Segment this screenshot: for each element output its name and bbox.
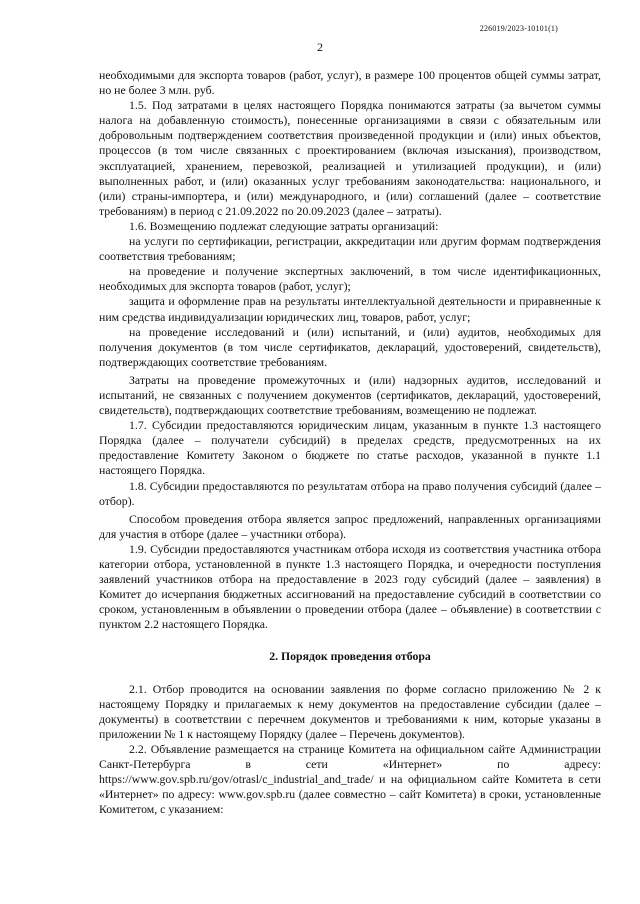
list-item-expert-conclusions: на проведение и получение экспертных заключений, в том числе идентификационных, необходимых для экспорта товаров (работ, услуг); bbox=[99, 264, 601, 294]
paragraph-2-2: 2.2. Объявление размещается на странице Комитета на официальном сайте Администрации Санкт-Петербурга в сети «Интернет» по адресу: https://www.gov.spb.ru/gov/otrasl/c_industrial_and_trade/ и на официальном сайте Комитета в сети «Интернет» по адресу: www.gov.spb.ru (далее совместно – сайт Комитета) в сроки, установленные Комитетом, с указанием: bbox=[99, 741, 601, 817]
list-item-certification: на услуги по сертификации, регистрации, аккредитации или другим формам подтверждения соответствия требованиям; bbox=[99, 234, 601, 264]
paragraph-audit-costs: Затраты на проведение промежуточных и (или) надзорных аудитов, исследований и испытаний, не связанных с получением документов (сертификатов, деклараций, удостоверений, свидетельств), подтверждающих соответствие требованиям, возмещению не подлежат. bbox=[99, 372, 601, 418]
paragraph-selection-method: Способом проведения отбора является запрос предложений, направленных организациями для участия в отборе (далее – участники отбора). bbox=[99, 511, 601, 541]
list-item-research: на проведение исследований и (или) испытаний, и (или) аудитов, необходимых для получения документов (в том числе сертификатов, деклараций, удостоверений, свидетельств), подтверждающих соответствие требованиям. bbox=[99, 324, 601, 369]
section-heading: 2. Порядок проведения отбора bbox=[269, 649, 431, 664]
document-body bbox=[99, 68, 601, 817]
page-number: 2 bbox=[317, 40, 323, 54]
document-id: 226019/2023-10101(1) bbox=[479, 24, 558, 33]
paragraph-1-9: 1.9. Субсидии предоставляются участникам отбора исходя из соответствия участника отбора категории отбора, установленной в пункте 1.3 настоящего Порядка, и очередности поступления заявлений участников отбора на предоставление в 2023 году субсидий (далее – заявления) в Комитет до исчерпания бюджетных ассигнований на предоставление субсидий в соответствии со сроком, установленным в объявлении о проведении отбора (далее – объявление) в соответствии с пунктом 2.2 настоящего Порядка. bbox=[99, 541, 601, 632]
paragraph-2-1: 2.1. Отбор проводится на основании заявления по форме согласно приложению № 2 к настоящему Порядку и прилагаемых к нему документов на предоставление субсидии (далее – документы) в соответствии с перечнем документов и требованиями к ним, которые указаны в приложении № 1 к настоящему Порядку (далее – Перечень документов). bbox=[99, 681, 601, 741]
paragraph-continuation: необходимыми для экспорта товаров (работ, услуг), в размере 100 процентов общей суммы затрат, но не более 3 млн. руб. bbox=[99, 68, 601, 98]
paragraph-1-7: 1.7. Субсидии предоставляются юридическим лицам, указанным в пункте 1.3 настоящего Порядка (далее – получатели субсидий) в пределах средств, предусмотренных на их предоставление Комитету Законом о бюджете по статье расходов, указанной в пункте 1.1 настоящего Порядка. bbox=[99, 418, 601, 478]
paragraph-1-8: 1.8. Субсидии предоставляются по результатам отбора на право получения субсидий (далее – отбор). bbox=[99, 478, 601, 508]
list-item-ip-protection: защита и оформление прав на результаты интеллектуальной деятельности и приравненные к ним средства индивидуализации юридических лиц, товаров, работ, услуг; bbox=[99, 294, 601, 324]
paragraph-1-6: 1.6. Возмещению подлежат следующие затраты организаций: bbox=[129, 218, 439, 233]
paragraph-1-5: 1.5. Под затратами в целях настоящего Порядка понимаются затраты (за вычетом суммы налога на добавленную стоимость), понесенные организациями в связи с обязательным или добровольным подтверждением соответствия произведенной продукции и (или) иных объектов, процессов (в том числе связанных с проектированием (включая изыскания), производством, эксплуатацией, хранением, перевозкой, реализацией и утилизацией продукции), и (или) выполненных работ, и (или) оказанных услуг требованиям законодательства: национального, и (или) страны-импортера, и (или) международного, и (или) соглашений (далее – соответствие требованиям) в период с 21.09.2022 по 20.09.2023 (далее – затраты). bbox=[99, 98, 601, 218]
